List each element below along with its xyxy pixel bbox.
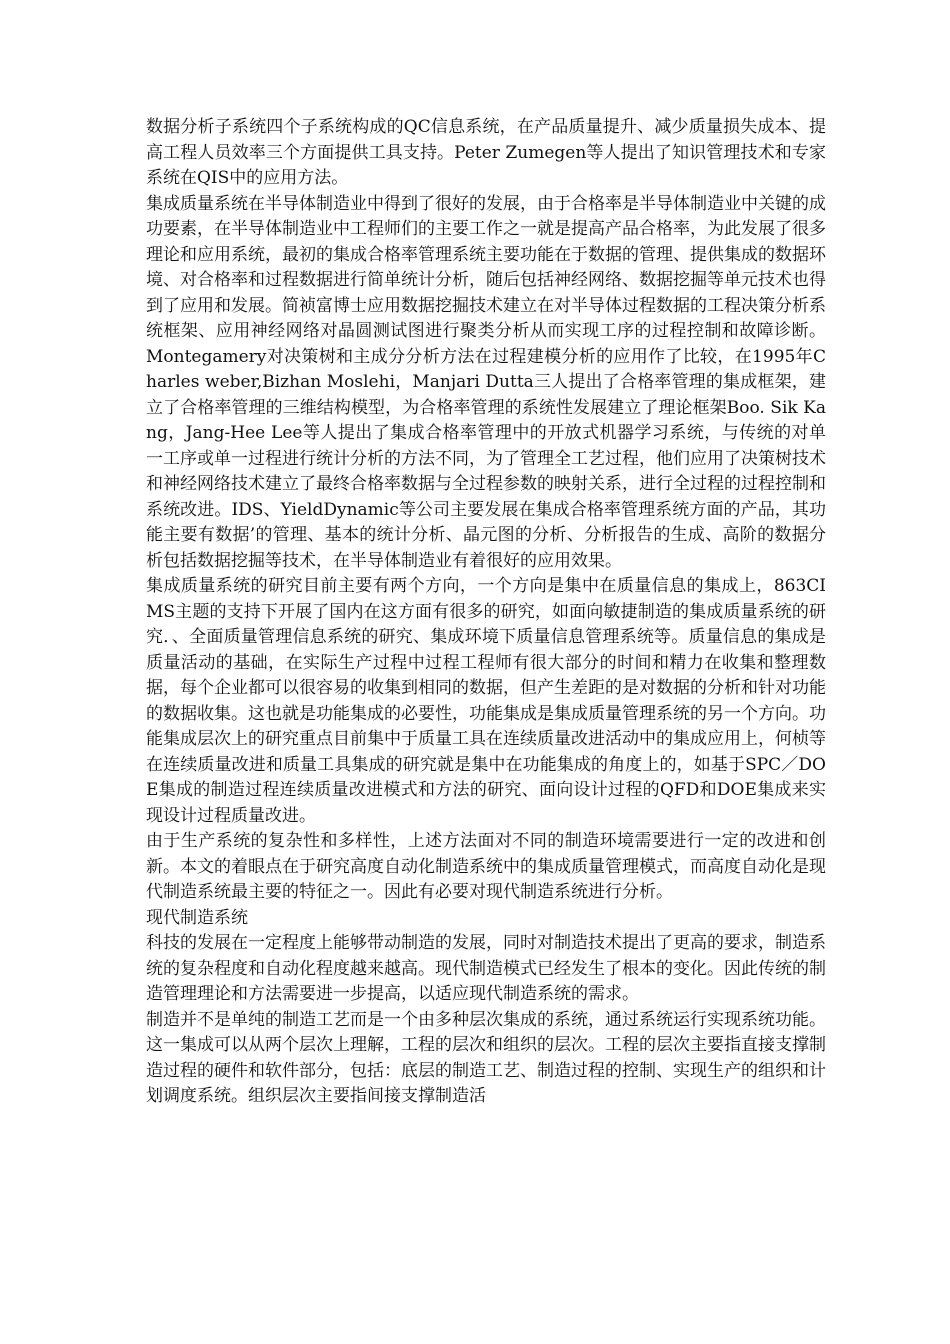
paragraph-tech-development: 科技的发展在一定程度上能够带动制造的发展，同时对制造技术提出了更高的要求，制造系统的复杂程度和自动化程度越来越高。现代制造模式已经发生了根本的变化。因此传统的制造管理理论和方法需要进一步提高，以适应现代制造系统的需求。	[146, 933, 826, 1004]
document-body	[146, 115, 826, 1110]
paragraph-manufacturing-levels: 制造并不是单纯的制造工艺而是一个由多种层次集成的系统，通过系统运行实现系统功能。这一集成可以从两个层次上理解，工程的层次和组织的层次。工程的层次主要指直接支撑制造过程的硬件和软件部分，包括：底层的制造工艺、制造过程的控制、实现生产的组织和计划调度系统。组织层次主要指间接支撑制造活	[146, 1009, 826, 1106]
paragraph-research-directions: 集成质量系统的研究目前主要有两个方向，一个方向是集中在质量信息的集成上，863CIMS主题的支持下开展了国内在这方面有很多的研究，如面向敏捷制造的集成质量系统的研究．、全面质量管理信息系统的研究、集成环境下质量信息管理系统等。质量信息的集成是质量活动的基础，在实际生产过程中过程工程师有很大部分的时间和精力在收集和整理数据，每个企业都可以很容易的收集到相同的数据，但产生差距的是对数据的分析和针对功能的数据收集。这也就是功能集成的必要性，功能集成是集成质量管理系统的另一个方向。功能集成层次上的研究重点目前集中于质量工具在连续质量改进活动中的集成应用上，何桢等在连续质量改进和质量工具集成的研究就是集中在功能集成的角度上的，如基于SPC／DOE集成的制造过程连续质量改进模式和方法的研究、面向设计过程的QFD和DOE集成来实现设计过程质量改进。	[146, 576, 826, 826]
paragraph-yield-management: 集成质量系统在半导体制造业中得到了很好的发展，由于合格率是半导体制造业中关键的成功要素，在半导体制造业中工程师们的主要工作之一就是提高产品合格率，为此发展了很多理论和应用系统，最初的集成合格率管理系统主要功能在于数据的管理、提供集成的数据环境、对合格率和过程数据进行简单统计分析，随后包括神经网络、数据挖掘等单元技术也得到了应用和发展。简祯富博士应用数据挖掘技术建立在对半导体过程数据的工程决策分析系统框架、应用神经网络对晶圆测试图进行聚类分析从而实现工序的过程控制和故障诊断。Montegamery对决策树和主成分分析方法在过程建模分析的应用作了比较，在1995年Charles weber,Bizhan Moslehi，Manjari Dutta三人提出了合格率管理的集成框架，建立了合格率管理的三维结构模型，为合格率管理的系统性发展建立了理论框架Boo. Sik Kang，Jang-Hee Lee等人提出了集成合格率管理中的开放式机器学习系统，与传统的对单一工序或单一过程进行统计分析的方法不同，为了管理全工艺过程，他们应用了决策树技术和神经网络技术建立了最终合格率数据与全过程参数的映射关系，进行全过程的过程控制和系统改进。IDS、YieldDynamic等公司主要发展在集成合格率管理系统方面的产品，其功能主要有数据’的管理、基本的统计分析、晶元图的分析、分析报告的生成、高阶的数据分析包括数据挖掘等技术，在半导体制造业有着很好的应用效果。	[146, 193, 826, 571]
section-heading: 现代制造系统	[146, 907, 248, 928]
paragraph-qc-info-system: 数据分析子系统四个子系统构成的QC信息系统，在产品质量提升、减少质量损失成本、提高工程人员效率三个方面提供工具支持。Peter Zumegen等人提出了知识管理技术和专家系统在QIS中的应用方法。	[146, 117, 826, 188]
paragraph-complexity: 由于生产系统的复杂性和多样性，上述方法面对不同的制造环境需要进行一定的改进和创新。本文的着眼点在于研究高度自动化制造系统中的集成质量管理模式，而高度自动化是现代制造系统最主要的特征之一。因此有必要对现代制造系统进行分析。	[146, 831, 826, 902]
